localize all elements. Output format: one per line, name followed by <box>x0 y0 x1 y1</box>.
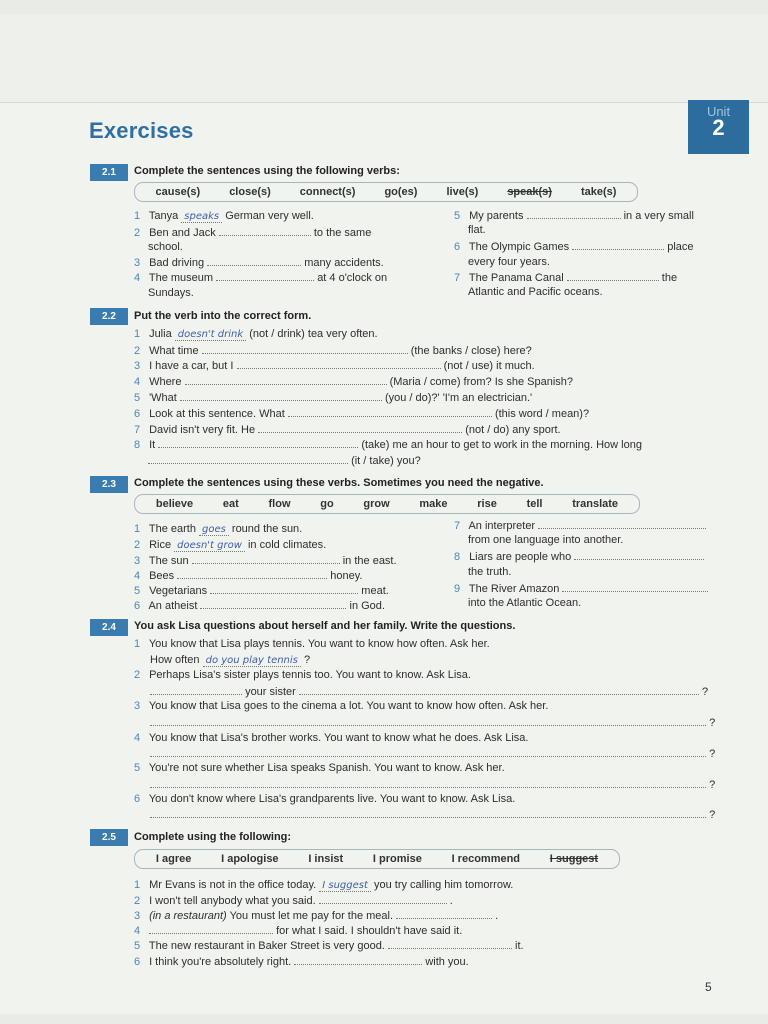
item-text: The earth <box>148 523 196 535</box>
answer-blank[interactable]: doesn't grow <box>174 540 245 552</box>
item-text: in God. <box>349 600 385 612</box>
item-text: Vegetarians <box>149 585 208 597</box>
word-box-2-1 <box>134 182 638 202</box>
page-top-margin <box>0 14 768 102</box>
item-continuation: from one language into another. <box>468 534 624 546</box>
answer-blank[interactable] <box>388 939 512 949</box>
exercise-tag-2-2: 2.2 <box>90 308 128 325</box>
answer-blank[interactable] <box>150 685 242 695</box>
word-item: take(s) <box>580 186 617 198</box>
exercise-item <box>134 375 573 388</box>
item-text: I think you're absolutely right. <box>149 956 292 968</box>
item-text: Rice <box>149 539 172 551</box>
question-mark: ? <box>709 779 716 791</box>
item-number: 6 <box>134 793 141 805</box>
item-continuation <box>150 808 715 821</box>
item-text: Liars are people who <box>469 551 572 563</box>
word-item: translate <box>572 498 619 510</box>
item-number: 4 <box>134 272 141 284</box>
item-text: You're not sure whether Lisa speaks Spanish. You want to know. Ask her. <box>148 762 505 774</box>
item-number: 8 <box>134 439 141 451</box>
word-box-2-5 <box>134 849 620 869</box>
item-text: (not / drink) tea very often. <box>249 328 378 340</box>
item-continuation <box>150 716 715 729</box>
word-item: I insist <box>308 853 344 865</box>
exercise-item <box>134 879 513 891</box>
item-number: 2 <box>134 227 141 239</box>
unit-badge <box>688 100 749 154</box>
exercise-instruction-2-2: Put the verb into the correct form. <box>134 310 312 322</box>
item-text: Bees <box>149 570 175 582</box>
exercise-item <box>134 955 469 968</box>
word-item: rise <box>477 498 497 510</box>
answer-blank[interactable] <box>200 599 346 609</box>
answer-blank[interactable] <box>219 226 311 236</box>
answer-blank[interactable] <box>572 240 664 250</box>
item-number: 2 <box>134 669 141 681</box>
exercise-item <box>134 638 490 650</box>
answer-blank[interactable]: goes <box>199 524 229 536</box>
item-continuation <box>150 654 310 666</box>
word-item: eat <box>222 498 239 510</box>
item-number: 3 <box>134 910 141 922</box>
answer-blank[interactable] <box>574 550 704 560</box>
exercise-item <box>454 271 677 284</box>
item-text: 'What <box>149 392 177 404</box>
answer-blank[interactable] <box>185 375 387 385</box>
item-text: in a very small <box>623 210 694 222</box>
unit-label: Unit <box>706 104 731 119</box>
word-item: close(s) <box>229 186 271 198</box>
exercise-item <box>134 271 387 284</box>
exercise-item <box>134 256 384 269</box>
item-text: to the same <box>313 227 372 239</box>
answer-blank[interactable] <box>567 271 659 281</box>
exercise-instruction-2-5: Complete using the following: <box>134 831 292 843</box>
item-text: Julia <box>149 328 172 340</box>
answer-blank[interactable] <box>538 519 706 529</box>
exercise-item <box>454 240 694 253</box>
item-text: Tanya <box>148 210 179 222</box>
item-text: You must let me pay for the meal. <box>229 910 394 922</box>
item-number: 1 <box>134 523 141 535</box>
item-text: round the sun. <box>231 523 303 535</box>
exercise-item <box>134 328 378 340</box>
item-number: 1 <box>134 879 141 891</box>
item-number: 3 <box>134 555 141 567</box>
answer-blank[interactable] <box>288 407 492 417</box>
question-mark: ? <box>701 686 709 698</box>
item-continuation: every four years. <box>468 256 550 268</box>
exercise-tag-2-3: 2.3 <box>90 476 128 493</box>
item-text: in the east. <box>342 555 397 567</box>
item-number: 5 <box>134 585 141 597</box>
item-text: . <box>449 895 453 907</box>
word-item-used: I suggest <box>549 853 599 865</box>
question-mark: ? <box>709 809 716 821</box>
item-text: (take) me an hour to get to work in the morning. How long <box>361 439 642 451</box>
item-text: (Maria / come) from? Is she Spanish? <box>389 376 573 388</box>
item-text: The Panama Canal <box>468 272 564 284</box>
exercise-item <box>134 939 524 952</box>
item-number: 6 <box>134 956 141 968</box>
page-number: 5 <box>705 980 712 994</box>
exercise-item <box>454 209 694 222</box>
exercise-item <box>134 700 548 712</box>
exercise-item <box>134 226 371 239</box>
item-text: meat. <box>361 585 389 597</box>
exercise-instruction-2-3: Complete the sentences using these verbs. Sometimes you need the negative. <box>134 477 544 489</box>
item-text: Where <box>149 376 182 388</box>
exercise-item <box>134 732 528 744</box>
item-text: It <box>149 439 156 451</box>
question-mark: ? <box>303 654 311 666</box>
item-text: (not / use) it much. <box>443 360 535 372</box>
answer-blank[interactable] <box>177 569 327 579</box>
exercise-item <box>134 407 589 420</box>
item-number: 3 <box>134 360 141 372</box>
item-text: You know that Lisa plays tennis. You want to know how often. Ask her. <box>148 638 490 650</box>
item-text: you try calling him tomorrow. <box>373 879 514 891</box>
item-text: it. <box>515 940 524 952</box>
item-number: 6 <box>134 408 141 420</box>
word-item: go <box>320 498 334 510</box>
item-text: (the banks / close) here? <box>410 345 532 357</box>
exercise-item <box>454 582 708 595</box>
item-text: What time <box>149 345 199 357</box>
question-mark: ? <box>709 717 716 729</box>
exercise-item <box>134 438 642 451</box>
word-item: I apologise <box>221 853 279 865</box>
word-item: I recommend <box>451 853 521 865</box>
answer-blank[interactable] <box>150 716 706 726</box>
item-text: the <box>661 272 678 284</box>
exercise-item <box>454 519 706 532</box>
item-number: 7 <box>454 272 461 284</box>
exercise-item <box>134 523 302 535</box>
item-number: 7 <box>134 424 141 436</box>
item-continuation: school. <box>148 241 183 253</box>
item-number: 5 <box>454 210 461 222</box>
item-continuation: Sundays. <box>148 287 194 299</box>
exercise-item <box>134 569 362 582</box>
item-text: Ben and Jack <box>149 227 216 239</box>
item-text: Bad driving <box>149 257 205 269</box>
word-item: believe <box>155 498 194 510</box>
word-item: live(s) <box>446 186 479 198</box>
item-number: 2 <box>134 539 141 551</box>
exercise-item <box>134 924 462 937</box>
item-text: honey. <box>330 570 363 582</box>
item-text: . <box>495 910 499 922</box>
exercise-item <box>134 554 397 567</box>
item-text: your sister <box>245 686 296 698</box>
item-continuation <box>150 747 715 760</box>
item-number: 1 <box>134 210 141 222</box>
item-number: 3 <box>134 257 141 269</box>
item-text: I won't tell anybody what you said. <box>149 895 316 907</box>
item-number: 5 <box>134 762 141 774</box>
item-text: Perhaps Lisa's sister plays tennis too. You want to know. Ask Lisa. <box>149 669 471 681</box>
item-number: 7 <box>454 520 461 532</box>
item-text: The River Amazon <box>468 583 560 595</box>
word-item: flow <box>268 498 291 510</box>
answer-blank[interactable] <box>319 894 447 904</box>
answer-blank[interactable] <box>562 582 708 592</box>
exercise-item <box>134 210 314 222</box>
answer-blank[interactable] <box>207 256 301 266</box>
item-number: 1 <box>134 638 141 650</box>
item-number: 9 <box>454 583 461 595</box>
item-continuation: into the Atlantic Ocean. <box>468 597 582 609</box>
answer-blank[interactable] <box>216 271 314 281</box>
answer-blank[interactable] <box>149 924 273 934</box>
word-item: go(es) <box>384 186 418 198</box>
item-continuation <box>150 778 715 791</box>
item-number: 6 <box>134 600 141 612</box>
answer-blank[interactable] <box>527 209 621 219</box>
page-fold-line <box>0 102 768 103</box>
word-item: connect(s) <box>299 186 356 198</box>
exercise-item <box>134 909 498 922</box>
answer-blank[interactable] <box>192 554 340 564</box>
word-item-used: speak(s) <box>507 186 552 198</box>
exercise-item <box>134 894 453 907</box>
item-text: (this word / mean)? <box>494 408 590 420</box>
exercise-instruction-2-1: Complete the sentences using the following verbs: <box>134 165 400 177</box>
exercise-item <box>454 550 704 563</box>
answer-blank[interactable]: doesn't drink <box>175 329 246 341</box>
answer-blank[interactable] <box>299 685 699 695</box>
item-text: The sun <box>148 555 189 567</box>
exercise-item <box>134 584 389 597</box>
item-continuation: Atlantic and Pacific oceans. <box>468 286 603 298</box>
exercise-tag-2-5: 2.5 <box>90 829 128 846</box>
unit-number: 2 <box>712 115 725 140</box>
item-number: 5 <box>134 392 141 404</box>
answer-blank[interactable] <box>180 391 382 401</box>
item-number: 8 <box>454 551 461 563</box>
item-text: (you / do)?' 'I'm an electrician.' <box>384 392 533 404</box>
item-text: in cold climates. <box>247 539 327 551</box>
item-text: (not / do) any sport. <box>465 424 561 436</box>
answer-blank[interactable] <box>258 423 462 433</box>
item-text: place <box>667 241 694 253</box>
item-text: for what I said. I shouldn't have said it. <box>276 925 463 937</box>
exercise-tag-2-1: 2.1 <box>90 164 128 181</box>
answer-blank[interactable] <box>210 584 358 594</box>
question-mark: ? <box>709 748 716 760</box>
answer-blank[interactable] <box>150 778 706 788</box>
exercise-item <box>134 423 561 436</box>
answer-blank[interactable] <box>148 454 348 464</box>
exercise-item <box>134 359 535 372</box>
item-text: The Olympic Games <box>468 241 570 253</box>
item-text: with you. <box>425 956 469 968</box>
word-item: cause(s) <box>155 186 201 198</box>
exercise-item <box>134 669 471 681</box>
answer-blank[interactable] <box>237 359 441 369</box>
item-number: 2 <box>134 895 141 907</box>
item-text: How often <box>150 654 200 666</box>
exercise-item <box>134 539 326 551</box>
answer-blank[interactable]: I suggest <box>319 880 371 892</box>
item-text: (it / take) you? <box>351 455 421 467</box>
item-number: 4 <box>134 732 141 744</box>
item-number: 6 <box>454 241 461 253</box>
item-text: German very well. <box>225 210 314 222</box>
item-text: You don't know where Lisa's grandparents live. You want to know. Ask Lisa. <box>148 793 516 805</box>
word-item: I agree <box>155 853 192 865</box>
item-text: I have a car, but I <box>149 360 234 372</box>
item-text: David isn't very fit. He <box>149 424 256 436</box>
item-continuation <box>148 454 421 467</box>
item-number: 1 <box>134 328 141 340</box>
item-text: An interpreter <box>468 520 536 532</box>
exercise-tag-2-4: 2.4 <box>90 619 128 636</box>
item-text: at 4 o'clock on <box>317 272 388 284</box>
exercise-item <box>134 391 532 404</box>
item-text: You know that Lisa goes to the cinema a lot. You want to know how often. Ask her. <box>148 700 549 712</box>
item-context: (in a restaurant) <box>149 910 227 922</box>
item-number: 2 <box>134 345 141 357</box>
answer-blank[interactable]: speaks <box>181 211 222 223</box>
item-text: The museum <box>148 272 214 284</box>
word-item: tell <box>526 498 543 510</box>
word-box-2-3 <box>134 494 640 514</box>
answer-blank[interactable] <box>202 344 408 354</box>
exercise-item <box>134 344 532 357</box>
item-number: 5 <box>134 940 141 952</box>
item-continuation <box>150 685 708 698</box>
word-item: make <box>419 498 448 510</box>
answer-blank[interactable] <box>150 808 706 818</box>
page-title: Exercises <box>89 118 194 143</box>
item-continuation: flat. <box>468 224 486 236</box>
item-continuation: the truth. <box>468 566 512 578</box>
answer-blank[interactable]: do you play tennis <box>203 655 301 667</box>
item-number: 4 <box>134 570 141 582</box>
answer-blank[interactable] <box>396 909 492 919</box>
exercise-item <box>134 762 505 774</box>
item-text: Mr Evans is not in the office today. <box>149 879 317 891</box>
word-item: I promise <box>372 853 422 865</box>
item-number: 3 <box>134 700 141 712</box>
item-text: many accidents. <box>304 257 384 269</box>
word-item: grow <box>363 498 390 510</box>
item-number: 4 <box>134 376 141 388</box>
item-text: An atheist <box>148 600 198 612</box>
answer-blank[interactable] <box>294 955 422 965</box>
answer-blank[interactable] <box>158 438 358 448</box>
answer-blank[interactable] <box>150 747 706 757</box>
item-text: My parents <box>469 210 524 222</box>
item-text: The new restaurant in Baker Street is very good. <box>148 940 385 952</box>
item-number: 4 <box>134 925 141 937</box>
exercise-item <box>134 599 385 612</box>
exercise-instruction-2-4: You ask Lisa questions about herself and her family. Write the questions. <box>134 620 516 632</box>
exercise-item <box>134 793 515 805</box>
item-text: You know that Lisa's brother works. You want to know what he does. Ask Lisa. <box>148 732 529 744</box>
item-text: Look at this sentence. What <box>149 408 285 420</box>
